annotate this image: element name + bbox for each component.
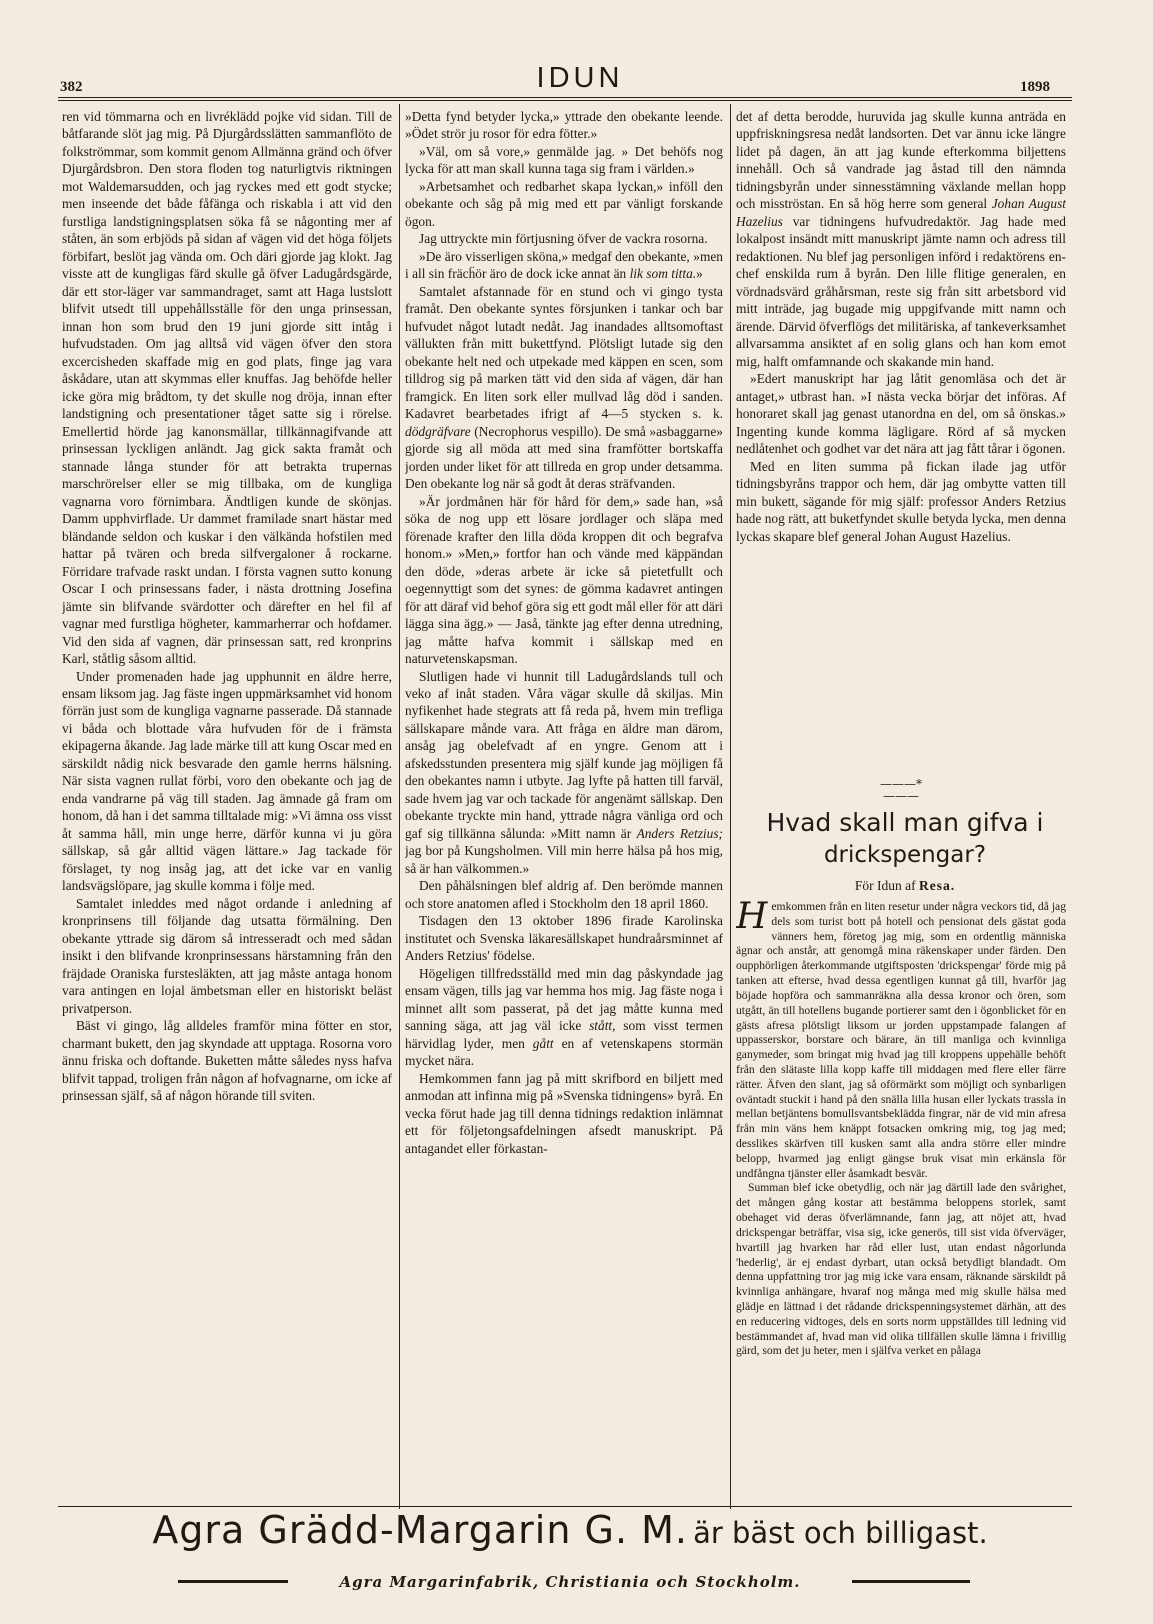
paragraph: »Väl, om så vore,» genmälde jag. » Det behöfs nog lycka för att man skall kunna taga sig fram i världen.» (405, 143, 723, 177)
page-number: 382 (60, 79, 83, 95)
paragraph (405, 248, 723, 283)
column-divider (399, 104, 400, 1509)
section-separator: ———*——— (880, 777, 922, 803)
paragraph: »Detta fynd betyder lycka,» yttrade den obekante leende. »Ödet strör ju rosor för edra fötter.» (405, 109, 723, 142)
text-run: emkommen från en liten resetur under några veckors tid, då jag dels som turist bott på hotell och pensionat dels gästat goda vänners hem, företog jag mig, som en ordentlig människa ägnar och anstår, att genomgå mina räkenskaper under färden. Den oupphörligen återkommande utgiftsposten 'drickspengar' förde mig på tanken att efterse, hvad dessa egentligen kunnat gå till, hvarför jag böjade hopföra och sammanräkna alla dessa kronor och ören, som utgått, än till hotellens bugande portierer samt den i ögonblicket för en gästs afresa plötsligt liksom ur jorden uppstampade falangen af uppasserskor, borstare och bärare, än till manliga och kvinnliga ganymeder, som bringat mig hvad jag till kroppens uppehälle behöft från den slätaste lilla kopp kaffe till middagen med flere eller färre rätter. Äfven den slant, jag så oförmärkt som möjligt och synbarligen oväntadt stuckit i hand på den snälla lilla husan eller lyckats trassla in mellan betjäntens bomullsvantsbeklädda fingrar, när de vid min afresa från min väns hem knäppt fotsacken omkring mig, tog jag med; desslikes skärfven till kusken samt alla andra större eller mindre belopp, hvarmed jag enligt gängse bruk visat min erkänsla för undfångna tjänster eller åsamkadt besvär. (736, 900, 1066, 1180)
paragraph (736, 108, 1066, 370)
italic-name: Johan August Hazelius (736, 196, 1066, 229)
ad-headline: Agra Grädd-Margarin G. M. (152, 1508, 688, 1552)
text-run: Högeligen tillfredsställd med min dag påskyndade jag ensam vägen, tills jag var hemma hos mig. Jag fäste noga i minnet allt som passerat, på det jag måtte kunna med sanning säga, att jag väl icke (405, 965, 723, 1034)
paragraph: Summan blef icke obetydlig, och när jag därtill lade den svårighet, det mången gång kostar att bestämma beloppens storlek, samt obehaget vid deras öfverlämnande, fann jag, att nöjet att, hvad drickspengar beträffar, visa sig, icke generös, till sist vida öfverväger, hvartill jag hvarken har råd eller lust, utan endast någorlunda 'hederlig', är ej endast dyrbart, utan också betydligt blandadt. Om denna uppfattning tror jag mig icke vara ensam, räknande särskildt på kvinnliga anhängare, hvaraf nog många med mig skulle hälsa med glädje en lättnad i det rådande drickspenningsystemet därhän, att des en reducering vidtoges, dels en sorts norm uppställdes till ledning vid bestämmandet af, hvad man vid olika tillfällen skulle lämna i frivillig gärd, som det ju heter, men i själfva verket en pålaga (736, 1181, 1066, 1358)
ad-company: Agra Margarinfabrik, Christiania och Stockholm. (339, 1573, 801, 1591)
paragraph: ren vid tömmarna och en livréklädd pojke vid sidan. Till de båtfarande slöt jag mig. På Djurgårdsslätten sammanflöto de folkströmmar, som kommit genom Allmänna gränd och öfver Djurgårdsbron. Den stora floden tog naturligtvis riktningen mot Waldemarsudden, och jag ryckes med ett godt stycke; men inseende det både fåfänga och riskabla i att vid den furstliga landstigningsplatsen söka få se någonting mer af ståten, än som erbjöds på sidan af vägen vid det höga följets förbifart, beslöt jag vända om. Och däri gjorde jag klokt. Jag visste att de kungligas färd skulle gå öfver Ladugårdsgärde, där ett stor-läger var sammandraget, samt att Haga lustslott blifvit utsedt till uppehållsställe för den unga prinsessan, innan hon som brud den 19 juni gjorde sitt intåg i hufvudstaden. Om jag alltså vid vägen öfver den stora excercisheden skaffade mig en god plats, finge jag vara åskådare, utan att skymmas eller knuffas. Jag behöfde heller icke göra mig brådtom, ty det skulle nog dröja, innan efter landstigning och presentationer tåget satte sig i rörelse. Emellertid hörde jag kanonsmällar, tillkännagifvande att prinsessan lyckligen anländt. Jag gick sakta framåt och stannade långa stunder för att betrakta trupernas marschrörelser eller se mig tillbaka, om de kungliga vagnarna voro förnimbara. Ändtligen kunde de skönjas. Damm upphvirflade. Ur dammet framilade snart hästar med bländande seldon och kuskar i den välkända hofstilen med hattar på tvären och breda silfvergaloner å rockarne. Förridare trafvade raskt undan. I första vagnen sutto konung Oscar I och prinsessans fader, i nästa drottning Josefina jämte sin blifvande svärdotter och därefter en hel fil af vagnar med furstliga högheter, kammarherrar och hofdamer. Vid den sida af vagnen, där prinsessan satt, red kronprins Karl, ståtlig såsom alltid. (62, 109, 392, 667)
page-year: 1898 (1020, 79, 1050, 95)
paragraph (405, 283, 723, 493)
paragraph: Bäst vi gingo, låg alldeles framför mina fötter en stor, charmant bukett, den jag skyndade att upptaga. Rosorna voro ännu friska och doftande. Buketten måtte således nyss hafva blifvit tappad, troligen från någon af hofvagnarne, om icke af prinsessan själf, så af någon hörande till sviten. (62, 1018, 392, 1104)
paragraph: Med en liten summa på fickan ilade jag utför tidningsbyråns trappor och hem, där jag ombytte vatten till min bukett, sägande för mig själf: professor Anders Retzius hade nog rätt, att buketfyndet skulle betyda lycka, men denna lyckas skapare blef general Johan August Hazelius. (736, 458, 1066, 544)
column-divider (730, 104, 731, 1509)
drop-cap: H (736, 900, 768, 937)
paragraph: Hemkommen fann jag på mitt skrifbord en biljett med anmodan att infinna mig på »Svenska tidningens» byrå. En vecka förut hade jag till denna tidnings redaktion inlämnat ett för följetongsafdelningen afsedt manuskript. På antagandet eller förkastan- (405, 1070, 723, 1156)
article-byline (760, 878, 1050, 894)
italic-text: stått, (589, 1018, 616, 1034)
paragraph: Under promenaden hade jag upphunnit en äldre herre, ensam liksom jag. Jag fäste ingen uppmärksamhet vid honom förrän just som de kungliga vagnarne passerade. Då stannade vi båda och blottade våra hufvuden för de i främsta ekipagerna åkande. Jag lade märke till att kung Oscar med en särskildt nådig nick besvarade den gamle herrns hälsning. När sista vagnen rullat förbi, voro den obekante och jag de enda vandrarne på väg till staden. Jag ämnade gå fram om honom, då han i det samma tilltalade mig: »Vi ämna oss visst åt samma håll, min unge herre, därför kunna vi ju göra sällskap, så går alltid vägen lättare.» Jag tackade för förslaget, ty nog insåg jag, att det icke var en vanlig landsvägslöpare, jag skulle komma i följe med. (62, 668, 392, 894)
advertisement (90, 1508, 1050, 1552)
column-1 (62, 108, 392, 1504)
column-2 (405, 108, 723, 1504)
text-run: en af vetenskapens stormän mycket nära. (405, 1035, 723, 1069)
ad-slogan: är bäst och billigast. (693, 1516, 988, 1550)
text-run: det af detta berodde, huruvida jag skulle kunna anträda en uppfriskningsresa nedåt landsorten. Det var ännu icke längre lidet på dagen, än att jag kunde efterkomma biljettens innehåll. Och så vandrade jag åstad till den nämnda tidningsbyrån under sinnesstämning växlande mellan hopp och misströstan. En så hög herre som general (736, 109, 1066, 212)
masthead-title: IDUN (536, 62, 624, 94)
italic-text: lik som titta. (629, 266, 697, 282)
paragraph (736, 900, 1066, 1181)
text-run: jag bor på Kungsholmen. Vill min herre hälsa på hos mig, så är han välkommen.» (405, 843, 723, 876)
text-run: Samtalet afstannade för en stund och vi gingo tysta framåt. Den obekante syntes försjunken i tankar och bar hufvudet något lutadt nedåt. Jag inandades alltsomoftast vällukten från mitt bukettfynd. Plötsligt lutade sig den obekante helt ned och utpekade med käppen en scen, som tilldrog sig på marken tätt vid den sida af vägen, där han framgick. En liten sork eller mullvad låg död i sanden. Kadavret bearbetades ifrigt af 4—5 stycken s. k. (405, 283, 723, 422)
paragraph: Den påhälsningen blef aldrig af. Den berömde mannen och store anatomen afled i Stockholm den 18 april 1860. (405, 878, 723, 911)
byline-prefix: För Idun af (854, 878, 916, 893)
paragraph: »Edert manuskript har jag låtit genomläsa och det är antaget,» utbrast han. »I nästa vecka börjar det införas. Af honoraret skall jag genast utanordna en del, om så önskas.» Ingenting kunde komma lägligare. Rörd af så mycken nedlåtenhet och godhet var det nära att jag fått tårar i ögonen. (736, 371, 1066, 457)
paragraph: Samtalet inleddes med något ordande i anledning af kronprinsens till följande dag utsatta förmälning. Den obekante yttrade sig därom så intresseradt och med sådan insikt i den blifvande kronprinsessans härstamning från den fräjdade Oraniska furstesläkten, att jag måste antaga honom vara antingen en lojal ämbetsman eller en historiskt beläst privatperson. (62, 895, 392, 1016)
text-run: som visst termen härvidlag lyder, men (405, 1018, 723, 1051)
advertisement-rule (58, 1506, 1072, 1507)
paragraph: Tisdagen den 13 oktober 1896 firade Karolinska institutet och Svenska läkaresällskapet hundraårsminnet af Anders Retzius' födelse. (405, 913, 723, 964)
paragraph: »Arbetsamhet och redbarhet skapa lyckan,» inföll den obekante och såg på mig med ett par vänligt forskande ögon. (405, 178, 723, 229)
italic-text: dödgräfvare (405, 423, 471, 439)
article-title-line2: drickspengar? (823, 842, 987, 868)
header-rule-double (58, 100, 1072, 101)
article-title: Hvad skall man gifva i (766, 808, 1044, 837)
column-3 (736, 108, 1066, 766)
italic-text: gått (532, 1035, 554, 1051)
paragraph: »Är jordmånen här för hård för dem,» sade han, »så söka de nog upp ett lösare jordlager och släpa med förenade krafter den lilla döda kroppen dit och begrafva honom.» »Men,» fortfor han och vände med käppändan den döde, »deras arbete är icke så pietetfullt och oegennyttigt som det synes: de gömma kadavret antingen för att däraf vid behof göra sig ett godt mål eller för att däri lägga sina ägg.» — Jaså, tänkte jag efter denna utredning, jag måtte hafva kommit i sällskap med en naturvetenskapsman. (405, 493, 723, 667)
italic-text: Anders Retzius; (636, 825, 723, 841)
ad-rule-right (852, 1580, 970, 1583)
paragraph (405, 668, 723, 878)
text-run: Slutligen hade vi hunnit till Ladugårdslands tull och veko af inåt staden. Våra vägar skulle då skiljas. Min nyfikenhet hade stegrats att få reda på, hvem min trefliga sällskapare månde vara. Att fråga en äldre man därom, ansåg jag obelefvadt af en yngre. Genom att i afskedsstunden presentera mig själf kunde jag möjligen få den obekantes namn i utbyte. Jag lyfte på hatten till farväl, sade hvem jag var och tackade för angenämt sällskap. Den obekante tryckte min hand, yttrade några vänliga ord och gaf sig tillkänna sålunda: »Mitt namn är (405, 668, 723, 841)
article-body (736, 900, 1066, 1505)
text-run: var tidningens hufvudredaktör. Jag hade med lokalpost insändt mitt manuskript jämte namn och adress till redaktionen. Nu blef jag personligen införd i redaktörens en-chef enskilda rum å byrån. Den lille flitige generalen, en vördnadsvärd gråhårsman, reste sig från sitt arbetsbord vid mitt inträde, jag bugade mig uppgifvande mitt namn och ärende. Därvid öfverflögs det militäriska, af tankeverksamhet allvarsamma ansiktet af en solig glans och han kom emot mig, halft omfamnande och skakande min hand. (736, 213, 1066, 369)
byline-author: Resa. (919, 878, 956, 893)
header-rule (58, 97, 1072, 98)
text-run: » (696, 266, 703, 282)
text-run: »De äro visserligen sköna,» medgaf den obekante, »men i all sin fräcḧör äro de dock icke annat än (405, 248, 723, 282)
text-run: (Necrophorus vespillo). De små »asbaggarne» gjorde sig all möda att med sina framfötter bortskaffa jorden under liket för att tillreda en grop under detsamma. Den obekante log när så godt åt deras sträfvanden. (405, 423, 723, 492)
paragraph: Jag uttryckte min förtjusning öfver de vackra rosorna. (419, 231, 708, 247)
paragraph (405, 965, 723, 1070)
